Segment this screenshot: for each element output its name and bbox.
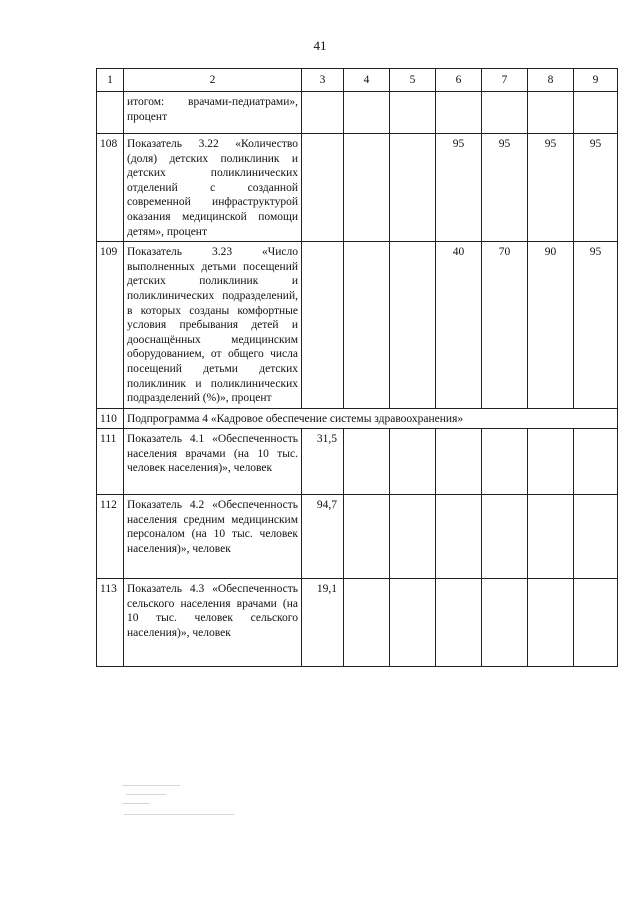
value-cell: 94,7 (302, 495, 344, 579)
row-number (97, 92, 124, 134)
value-cell (390, 495, 436, 579)
indicator-text: Показатель 4.1 «Обеспеченность населения врачами (на 10 тыс. человек населения)», человек (124, 429, 302, 495)
value-cell: 95 (574, 242, 618, 409)
row-number: 109 (97, 242, 124, 409)
value-cell (574, 579, 618, 667)
column-header: 1 (97, 69, 124, 92)
indicator-text: Показатель 4.3 «Обеспеченность сельского населения врачами (на 10 тыс. человек сельского населения)», человек (124, 579, 302, 667)
value-cell (344, 579, 390, 667)
value-cell (390, 429, 436, 495)
value-cell (528, 579, 574, 667)
value-cell (436, 429, 482, 495)
value-cell (528, 495, 574, 579)
value-cell: 95 (528, 134, 574, 242)
value-cell (436, 495, 482, 579)
row-number: 111 (97, 429, 124, 495)
row-number: 112 (97, 495, 124, 579)
value-cell (344, 134, 390, 242)
indicator-text: итогом: врачами-педиатрами», процент (124, 92, 302, 134)
table-row (97, 495, 618, 579)
value-cell: 40 (436, 242, 482, 409)
column-header: 2 (124, 69, 302, 92)
value-cell (344, 92, 390, 134)
value-cell: 31,5 (302, 429, 344, 495)
value-cell (344, 429, 390, 495)
value-cell: 95 (482, 134, 528, 242)
value-cell (390, 134, 436, 242)
indicator-text: Показатель 4.2 «Обеспеченность населения средним медицинским персоналом (на 10 тыс. человек населения)», человек (124, 495, 302, 579)
table-row (97, 242, 618, 409)
row-number: 113 (97, 579, 124, 667)
value-cell (436, 92, 482, 134)
subprogram-title: Подпрограмма 4 «Кадровое обеспечение системы здравоохранения» (124, 408, 618, 429)
table-row (97, 429, 618, 495)
value-cell: 90 (528, 242, 574, 409)
value-cell (302, 134, 344, 242)
value-cell (482, 92, 528, 134)
faint-scan-mark (122, 785, 242, 825)
value-cell (574, 429, 618, 495)
value-cell (528, 429, 574, 495)
value-cell (574, 92, 618, 134)
value-cell (528, 92, 574, 134)
value-cell (390, 92, 436, 134)
column-header: 4 (344, 69, 390, 92)
column-header: 7 (482, 69, 528, 92)
subprogram-row (97, 408, 618, 429)
table-row (97, 92, 618, 134)
value-cell (482, 429, 528, 495)
page-number: 41 (313, 38, 327, 53)
table-row (97, 579, 618, 667)
value-cell (390, 242, 436, 409)
value-cell (302, 92, 344, 134)
value-cell: 95 (436, 134, 482, 242)
value-cell (436, 579, 482, 667)
value-cell (390, 579, 436, 667)
row-number: 108 (97, 134, 124, 242)
value-cell (344, 242, 390, 409)
table-header-row (97, 69, 618, 92)
column-header: 8 (528, 69, 574, 92)
value-cell: 95 (574, 134, 618, 242)
table-row (97, 134, 618, 242)
indicator-table (96, 68, 618, 667)
value-cell (482, 579, 528, 667)
value-cell (302, 242, 344, 409)
column-header: 5 (390, 69, 436, 92)
value-cell (344, 495, 390, 579)
value-cell: 19,1 (302, 579, 344, 667)
value-cell (574, 495, 618, 579)
column-header: 9 (574, 69, 618, 92)
indicator-text: Показатель 3.22 «Количество (доля) детских поликлиник и детских поликлинических отделений с созданной современной инфраструктурой оказания медицинской помощи детям», процент (124, 134, 302, 242)
row-number: 110 (97, 408, 124, 429)
value-cell: 70 (482, 242, 528, 409)
value-cell (482, 495, 528, 579)
indicator-text: Показатель 3.23 «Число выполненных детьми посещений детских поликлиник и поликлинических подразделений, в которых созданы комфортные условия пребывания детей и дооснащённых медицинским оборудованием, от общего числа посещений детьми детских поликлиник и поликлинических подразделений (%)», процент (124, 242, 302, 409)
column-header: 3 (302, 69, 344, 92)
column-header: 6 (436, 69, 482, 92)
